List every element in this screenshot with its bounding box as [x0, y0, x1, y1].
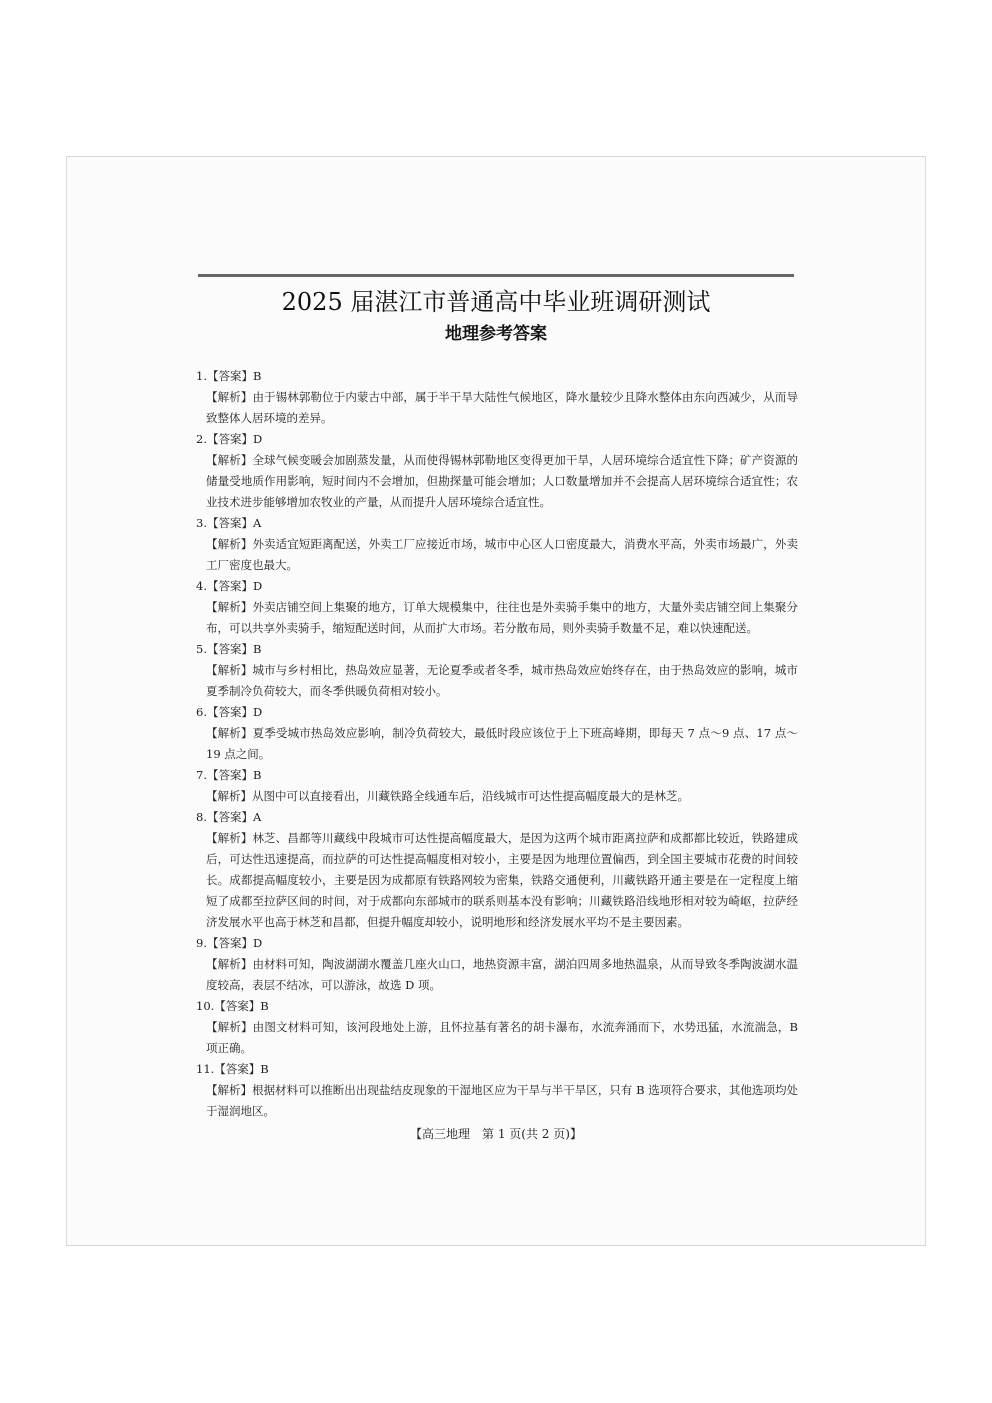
- analysis-text: 【解析】由材料可知，陶波湖湖水覆盖几座火山口，地热资源丰富，湖泊四周多地热温泉，从而导致冬季陶波湖水温度较高，表层不结冰，可以游泳，故选 D 项。: [206, 957, 798, 992]
- analysis-text: 【解析】外卖适宜短距离配送，外卖工厂应接近市场，城市中心区人口密度最大，消费水平高，外卖市场最广，外卖工厂密度也最大。: [206, 537, 798, 572]
- answer-line: 4.【答案】D: [196, 579, 263, 593]
- analysis-text: 【解析】林芝、昌都等川藏线中段城市可达性提高幅度最大，是因为这两个城市距离拉萨和成都都比较近，铁路建成后，可达性迅速提高，而拉萨的可达性提高幅度相对较小，主要是因为地理位置偏西，到全国主要城市花费的时间较长。成都提高幅度较小，主要是因为成都原有铁路网较为密集，铁路交通便利，川藏铁路开通主要是在一定程度上缩短了成都至拉萨区间的时间，对于成都向东部城市的联系则基本没有影响；川藏铁路沿线地形相对较为崎岖，拉萨经济发展水平也高于林芝和昌都，但提升幅度却较小，说明地形和经济发展水平均不是主要因素。: [206, 831, 798, 929]
- question-item: [196, 576, 798, 639]
- question-item: [196, 429, 798, 513]
- analysis-text: 【解析】全球气候变暖会加剧蒸发量，从而使得锡林郭勒地区变得更加干旱，人居环境综合适宜性下降；矿产资源的储量受地质作用影响，短时间内不会增加，但勘探量可能会增加；人口数量增加并不会提高人居环境综合适宜性；农业技术进步能够增加农牧业的产量，从而提升人居环境综合适宜性。: [206, 453, 798, 509]
- question-item: [196, 513, 798, 576]
- question-item: [196, 807, 798, 933]
- question-item: [196, 366, 798, 429]
- answer-line: 10.【答案】B: [196, 999, 269, 1013]
- answer-line: 5.【答案】B: [196, 642, 262, 656]
- analysis-text: 【解析】夏季受城市热岛效应影响，制冷负荷较大，最低时段应该位于上下班高峰期，即每天 7 点～9 点、17 点～19 点之间。: [206, 726, 798, 761]
- answer-line: 3.【答案】A: [196, 516, 262, 530]
- page-title: 2025 届湛江市普通高中毕业班调研测试: [281, 288, 711, 316]
- question-item: [196, 702, 798, 765]
- question-item: [196, 1059, 798, 1122]
- question-item: [196, 765, 798, 807]
- answer-line: 2.【答案】D: [196, 432, 263, 446]
- page-subtitle: 地理参考答案: [445, 324, 547, 344]
- question-item: [196, 996, 798, 1059]
- header-rule: [198, 274, 794, 277]
- answer-line: 9.【答案】D: [196, 936, 263, 950]
- question-item: [196, 639, 798, 702]
- answer-line: 1.【答案】B: [196, 369, 262, 383]
- analysis-text: 【解析】根据材料可以推断出出现盐结皮现象的干湿地区应为干旱与半干旱区，只有 B 选项符合要求，其他选项均处于湿润地区。: [206, 1083, 798, 1118]
- answer-line: 11.【答案】B: [196, 1062, 269, 1076]
- analysis-text: 【解析】城市与乡村相比，热岛效应显著，无论夏季或者冬季，城市热岛效应始终存在，由于热岛效应的影响，城市夏季制冷负荷较大，而冬季供暖负荷相对较小。: [206, 663, 798, 698]
- analysis-text: 【解析】由图文材料可知，该河段地处上游，且怀拉基有著名的胡卡瀑布，水流奔涌而下，水势迅猛，水流湍急，B 项正确。: [206, 1020, 798, 1055]
- analysis-text: 【解析】由于锡林郭勒位于内蒙古中部，属于半干旱大陆性气候地区，降水量较少且降水整体由东向西减少，从而导致整体人居环境的差异。: [206, 390, 798, 425]
- answer-line: 6.【答案】D: [196, 705, 263, 719]
- answer-line: 8.【答案】A: [196, 810, 262, 824]
- answer-list: [196, 366, 798, 1122]
- page-footer: 【高三地理 第 1 页(共 2 页)】: [410, 1127, 582, 1141]
- question-item: [196, 933, 798, 996]
- analysis-text: 【解析】从图中可以直接看出，川藏铁路全线通车后，沿线城市可达性提高幅度最大的是林芝。: [206, 789, 689, 803]
- answer-line: 7.【答案】B: [196, 768, 262, 782]
- analysis-text: 【解析】外卖店铺空间上集聚的地方，订单大规模集中，往往也是外卖骑手集中的地方，大量外卖店铺空间上集聚分布，可以共享外卖骑手，缩短配送时间，从而扩大市场。若分散布局，则外卖骑手数量不足，难以快速配送。: [206, 600, 798, 635]
